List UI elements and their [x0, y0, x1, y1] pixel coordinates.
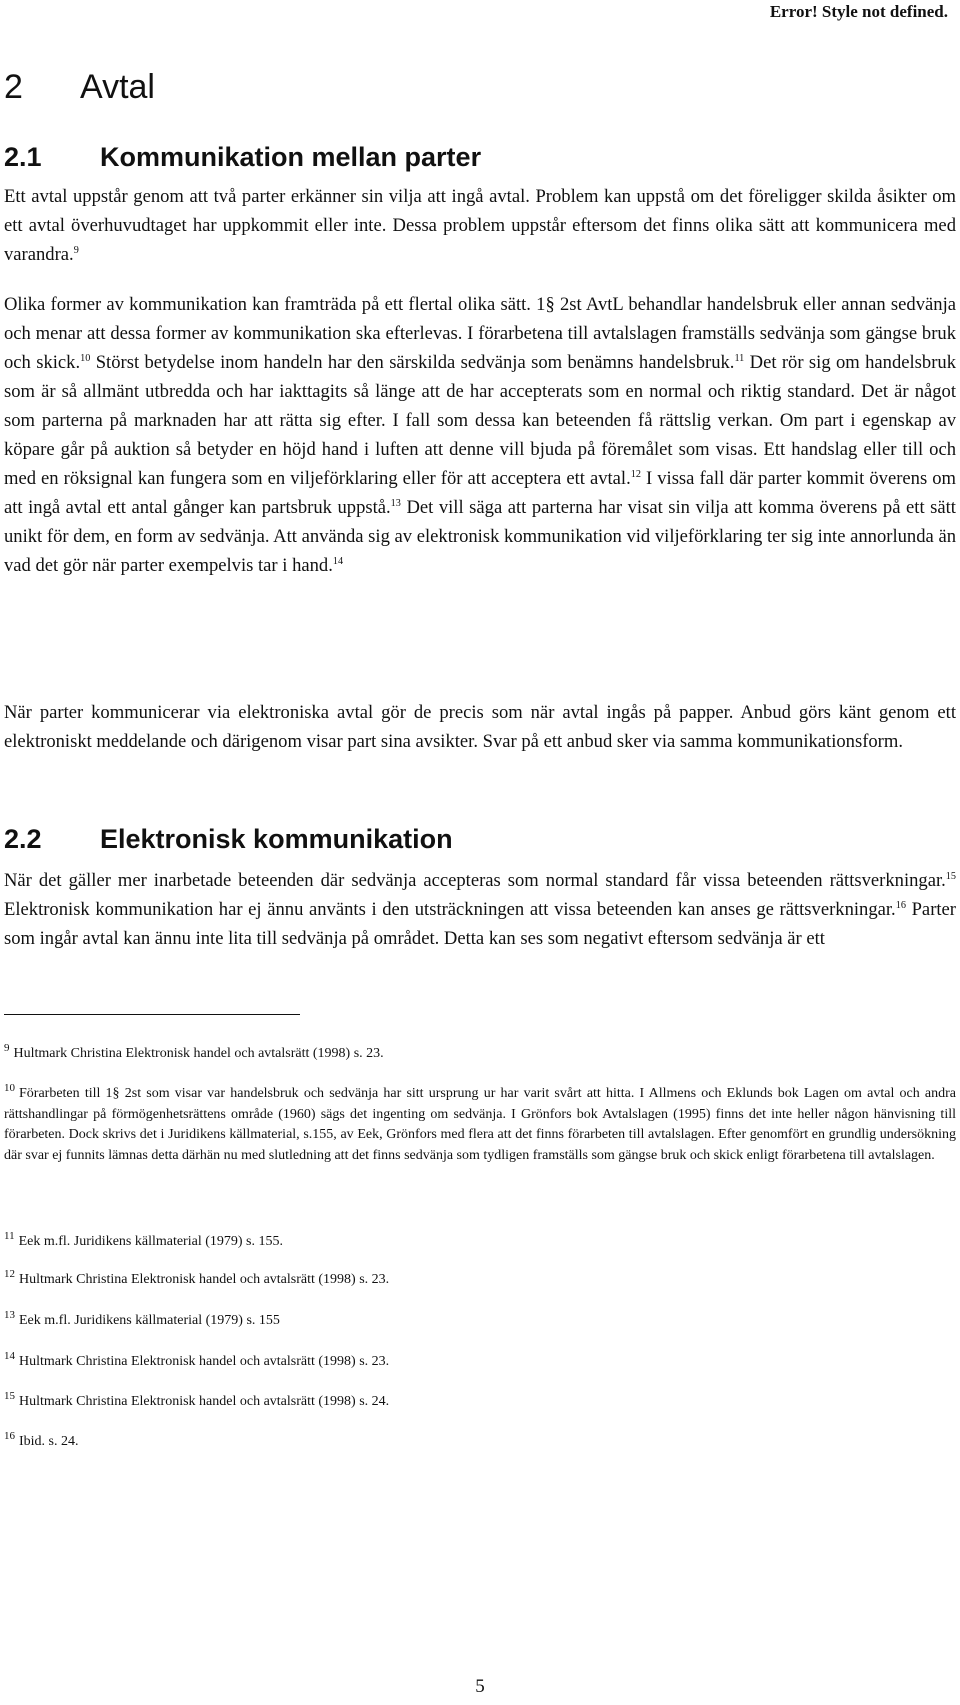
footnote-ref: 10 — [80, 352, 91, 364]
chapter-title: Avtal — [80, 68, 155, 106]
chapter-heading — [4, 68, 155, 107]
footnote-ref: 12 — [630, 468, 641, 480]
page-number: 5 — [475, 1676, 485, 1697]
footnote: $^{16}$ Ibid. s. 24. — [4, 1430, 79, 1449]
section-number: 2.2 — [4, 824, 42, 854]
footnote: $^{13}$ Eek m.fl. Juridikens källmaterial (1979) s. 155 — [4, 1309, 280, 1328]
section-heading-2-1 — [4, 142, 481, 173]
body-paragraph: När parter kommunicerar via elektroniska avtal gör de precis som när avtal ingås på papper. Anbud görs känt genom ett elektroniskt meddelande och därigenom visar part sina avsikter. Svar på ett anbud sker via samma kommunikationsform. — [4, 702, 956, 752]
body-paragraph: Olika former av kommunikation kan framträda på ett flertal olika sätt. 1§ 2st AvtL behandlar handelsbruk eller annan sedvänja och menar att dessa former av kommunikation ska efterlevas. I förarbetena till avtalslagen framställs sedvänja som gängse bruk och skick.$^{10}$ Störst betydelse inom handeln har den särskilda sedvänja som benämns handelsbruk.$^{11}$ Det rör sig om handelsbruk som är så allmänt utbredda och har iakttagits så länge att de har accepterats som en normal och riktig standard. Det är något som parterna på marknaden har att rätta sig efter. I fall som dessa kan beteenden få rättslig verkan. Om part i egenskap av köpare går på auktion så betyder en höjd hand i luften att denne vill bjuda på föremålet som visas. Ett handslag eller till och med en röksignal kan fungera som en viljeförklaring eller för att acceptera ett avtal.$^{12}$ I vissa fall där parter kommit överens om att ingå avtal ett antal gånger kan partsbruk uppstå.$^{13}$ Det vill säga att parterna har visat sin vilja att komma överens på ett sätt unikt för dem, en form av sedvänja. Att använda sig av elektronisk kommunikation vid viljeförklaring ter sig inte annorlunda än vad det gör när parter exempelvis tar i hand.$^{14}$ — [4, 294, 956, 576]
section-heading-2-2 — [4, 824, 453, 855]
section-title: Elektronisk kommunikation — [100, 824, 453, 854]
footnote: $^9$ Hultmark Christina Elektronisk handel och avtalsrätt (1998) s. 23. — [4, 1042, 384, 1061]
footnote: $^{12}$ Hultmark Christina Elektronisk handel och avtalsrätt (1998) s. 23. — [4, 1268, 390, 1287]
footnote-ref: 14 — [332, 555, 344, 567]
footnote-ref: 13 — [390, 497, 401, 509]
chapter-number: 2 — [4, 68, 23, 106]
footnote: $^{10}$ Förarbeten till 1§ 2st som visar var handelsbruk och sedvänja har sitt ursprung ur har varit svårt att hitta. I Allmens och Eklunds bok Lagen om avtal och andra rättshandlingar på förmögenhetsrättens område (1960) sägs det ingenting om sedvänja. I Grönfors bok Avtalslagen (1995) finns det inte heller någon hänvisning till förarbeten. Dock skrivs det i Juridikens källmaterial, s.155, av Eek, Grönfors med flera att det finns förarbeten till avtalslagen. Efter genomfört en grundlig undersökning där svar ej funnits lämnas detta därhän nu med slutledning att det finns sedvänja som tydligen framställs som gängse bruk och skick enligt förarbetena till avtalslagen. — [4, 1082, 956, 1163]
footnote: $^{14}$ Hultmark Christina Elektronisk handel och avtalsrätt (1998) s. 23. — [4, 1350, 390, 1369]
footnote-ref: 15 — [945, 870, 956, 882]
footnote-separator — [4, 1014, 300, 1015]
section-title: Kommunikation mellan parter — [100, 142, 482, 172]
body-paragraph: Ett avtal uppstår genom att två parter erkänner sin vilja att ingå avtal. Problem kan uppstå om det föreligger skilda åsikter om ett avtal överhuvudtaget har uppkommit eller inte. Dessa problem uppstår eftersom det finns olika sätt att kommunicera med varandra.$^9$ — [4, 186, 956, 265]
footnote-ref: 9 — [73, 244, 79, 256]
section-number: 2.1 — [4, 142, 42, 172]
body-paragraph: När det gäller mer inarbetade beteenden där sedvänja accepteras som normal standard får vissa beteenden rättsverkningar.$^{15}$ Elektronisk kommunikation har ej ännu använts i den utsträckningen att vissa beteenden kan anses ge rättsverkningar.$^{16}$ Parter som ingår avtal kan ännu inte lita till sedvänja på området. Detta kan ses som negativt eftersom sedvänja är ett — [4, 870, 956, 949]
footnote: $^{11}$ Eek m.fl. Juridikens källmaterial (1979) s. 155. — [4, 1230, 283, 1249]
footnote: $^{15}$ Hultmark Christina Elektronisk handel och avtalsrätt (1998) s. 24. — [4, 1390, 390, 1409]
footnote-ref: 16 — [895, 899, 906, 911]
footnote-ref: 11 — [734, 352, 745, 364]
running-header: Error! Style not defined. — [769, 2, 948, 21]
